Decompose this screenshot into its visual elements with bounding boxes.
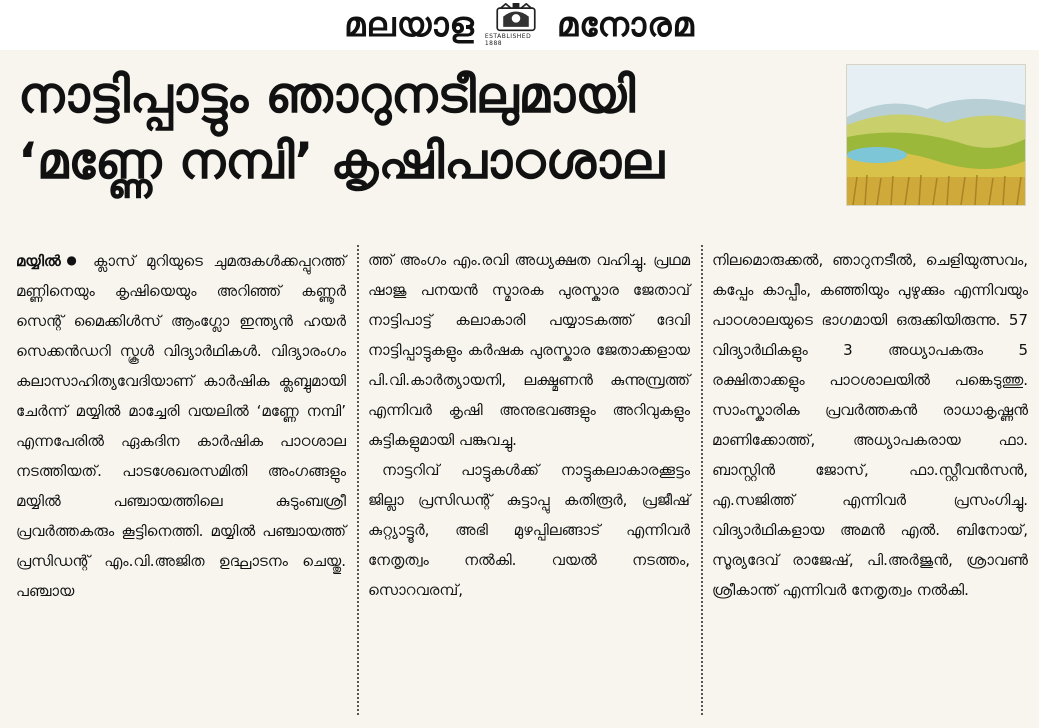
column-2-paragraph-1: ത്ത് അംഗം എം.രവി അധ്യക്ഷത വഹിച്ചു. പ്രഥമ ഷാജു പനയൻ സ്മാരക പുരസ്കാര ജേതാവ് നാട്ടിപാട്ട് കലാകാരി പയ്യാടകത്ത് ദേവി നാട്ടിപ്പാട്ടുകളും കർഷക പുരസ്കാര ജേതാക്കളായ പി.വി.കാർത്യായനി, ലക്ഷ്മണൻ കുന്നുമ്പ്രത്ത് എന്നിവർ കൃഷി അനുഭവങ്ങളും അറിവുകളും കുട്ടികളുമായി പങ്കുവച്ചു.	[368, 251, 690, 449]
crest-icon	[485, 3, 547, 47]
crest-shape	[493, 3, 539, 32]
headline-line-1: നാട്ടിപ്പാട്ടും ഞാറുനടീലുമായി	[18, 66, 636, 124]
column-divider-1	[357, 245, 359, 715]
article-column-1	[16, 245, 346, 715]
bullet-icon: ●	[60, 253, 83, 267]
article-dateline: മയ്യിൽ	[16, 252, 61, 270]
headline-line-2: ‘മണ്ണേ നമ്പി’ കൃഷിപാഠശാല	[18, 132, 664, 190]
masthead	[0, 0, 1039, 50]
article-body	[16, 245, 1028, 715]
column-1-text: ക്ലാസ് മുറിയുടെ ചുമരുകൾക്കപ്പുറത്ത് മണ്ണിനെയും കൃഷിയെയും അറിഞ്ഞ് കണ്ണൂർ സെന്റ് മൈക്കിൾസ് ആംഗ്ലോ ഇന്ത്യൻ ഹയർ സെക്കൻഡറി സ്കൂൾ വിദ്യാർഥികൾ. വിദ്യാരംഗം കലാസാഹിത്യവേദിയാണ് കാർഷിക ക്ലബ്ബുമായി ചേർന്ന് മയ്യിൽ മാച്ചേരി വയലിൽ ‘മണ്ണേ നമ്പി’ എന്നപേരിൽ ഏകദിന കാർഷിക പാഠശാല നടത്തിയത്. പാടശേഖരസമിതി അംഗങ്ങളും മയ്യിൽ പഞ്ചായത്തിലെ കുടുംബശ്രീ പ്രവർത്തകരും കൂട്ടിനെത്തി. മയ്യിൽ പഞ്ചായത്ത് പ്രസിഡന്റ് എം.വി.അജിത ഉദ്ഘാടനം ചെയ്തു. പഞ്ചായ	[16, 252, 346, 600]
article-column-3	[712, 245, 1028, 715]
headline	[18, 62, 838, 194]
emblem-established-text: ESTABLISHED 1888	[484, 33, 532, 47]
column-divider-2	[701, 245, 703, 715]
paddy-field-svg	[847, 65, 1025, 205]
masthead-right-word: മനോരമ	[556, 5, 695, 45]
column-2-paragraph-2: നാട്ടറിവ് പാട്ടുകൾക്ക് നാട്ടുകലാകാരക്കൂട്ടം ജില്ലാ പ്രസിഡന്റ് കുട്ടാപ്പു കതിരൂർ, പ്രജീഷ് കുറ്റ്യാട്ടൂർ, അഭി മുഴപ്പിലങ്ങാട് എന്നിവർ നേതൃത്വം നൽകി. വയൽ നടത്തം, സൊറവരമ്പ്,	[368, 461, 690, 599]
article-column-2	[368, 245, 690, 715]
column-3-text: നിലമൊരുക്കൽ, ഞാറുനടീൽ, ചെളിയുത്സവം, കപ്പേം കാപ്പീം, കഞ്ഞിയും പുഴുക്കും എന്നിവയും പാഠശാലയുടെ ഭാഗമായി ഒരുക്കിയിരുന്നു. 57 വിദ്യാർഥികളും 3 അധ്യാപകരും 5 രക്ഷിതാക്കളും പാഠശാലയിൽ പങ്കെടുത്തു. സാംസ്കാരിക പ്രവർത്തകൻ രാധാകൃഷ്ണൻ മാണിക്കോത്ത്, അധ്യാപകരായ ഫാ. ബാസ്റ്റിൻ ജോസ്, ഫാ.സ്റ്റീവൻസൻ, എ.സജിത്ത് എന്നിവർ പ്രസംഗിച്ചു. വിദ്യാർഥികളായ അമൻ എൽ. ബിനോയ്, സൂര്യദേവ് രാജേഷ്, പി.അർജുൻ, ശ്രാവൺ ശ്രീകാന്ത് എന്നിവർ നേതൃത്വം നൽകി.	[712, 251, 1028, 599]
masthead-left-word: മലയാള	[344, 5, 475, 45]
paddy-field-illustration	[846, 64, 1026, 206]
